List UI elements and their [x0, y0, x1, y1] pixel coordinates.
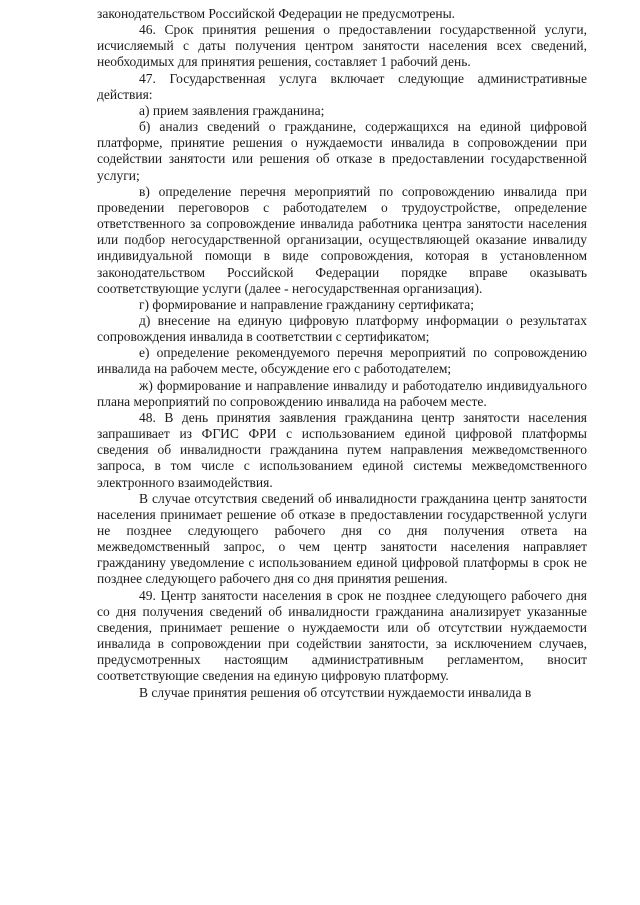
paragraph-49: 49. Центр занятости населения в срок не позднее следующего рабочего дня со дня получения сведений об инвалидности гражданина анализирует указанные сведения, принимает решение о нуждаемости или об отсутствии нуждаемости инвалида в сопровождении при содействии занятости, за исключением случаев, предусмотренных настоящим административным регламентом, вносит соответствующие сведения на единую цифровую платформу.: [97, 587, 587, 684]
list-item-d: д) внесение на единую цифровую платформу информации о результатах сопровождения инвалида в соответствии с сертификатом;: [97, 312, 587, 345]
paragraph-47: 47. Государственная услуга включает следующие административные действия:: [97, 70, 587, 102]
paragraph-1: законодательством Российской Федерации не предусмотрены.: [97, 6, 456, 21]
list-item-a: а) прием заявления гражданина;: [139, 102, 325, 118]
paragraph-46: 46. Срок принятия решения о предоставлении государственной услуги, исчисляемый с даты получения центром занятости населения всех сведений, необходимых для принятия решения, составляет 1 рабочий день.: [97, 22, 587, 70]
list-item-v: в) определение перечня мероприятий по сопровождению инвалида при проведении переговоров с работодателем о трудоустройстве, определение ответственного за сопровождение инвалида работника центра занятости населения или подбор негосударственной организации, осуществляющей оказание инвалиду индивидуальной помощи в виде сопровождения, которая в установленном законодательством Российской Федерации порядке вправе оказывать соответствующие услуги (далее - негосударственная организация).: [97, 183, 587, 296]
list-item-b: б) анализ сведений о гражданине, содержащихся на единой цифровой платформе, принятие решения о нуждаемости инвалида в сопровождении при содействии занятости или решения об отказе в предоставлении государственной услуги;: [97, 119, 587, 183]
list-item-g: г) формирование и направление гражданину сертификата;: [139, 296, 474, 312]
list-item-zh: ж) формирование и направление инвалиду и работодателю индивидуального плана мероприятий по сопровождению инвалида на рабочем месте.: [97, 377, 587, 409]
document-page: [97, 6, 587, 701]
list-item-e: е) определение рекомендуемого перечня мероприятий по сопровождению инвалида на рабочем месте, обсуждение его с работодателем;: [97, 345, 587, 377]
paragraph-48-refusal: В случае отсутствия сведений об инвалидности гражданина центр занятости населения принимает решение об отказе в предоставлении государственной услуги не позднее следующего рабочего дня со дня получения ответа на межведомственный запрос, о чем центр занятости населения направляет гражданину уведомление с использованием единой цифровой платформы в срок не позднее следующего рабочего дня со дня принятия решения.: [97, 490, 587, 587]
paragraph-48: 48. В день принятия заявления гражданина центр занятости населения запрашивает из ФГИС ФРИ с использованием единой цифровой платформы сведения об инвалидности гражданина путем направления межведомственного запроса, в том числе с использованием единой системы межведомственного электронного взаимодействия.: [97, 409, 587, 490]
paragraph-49-continued: В случае принятия решения об отсутствии нуждаемости инвалида в: [139, 684, 532, 700]
